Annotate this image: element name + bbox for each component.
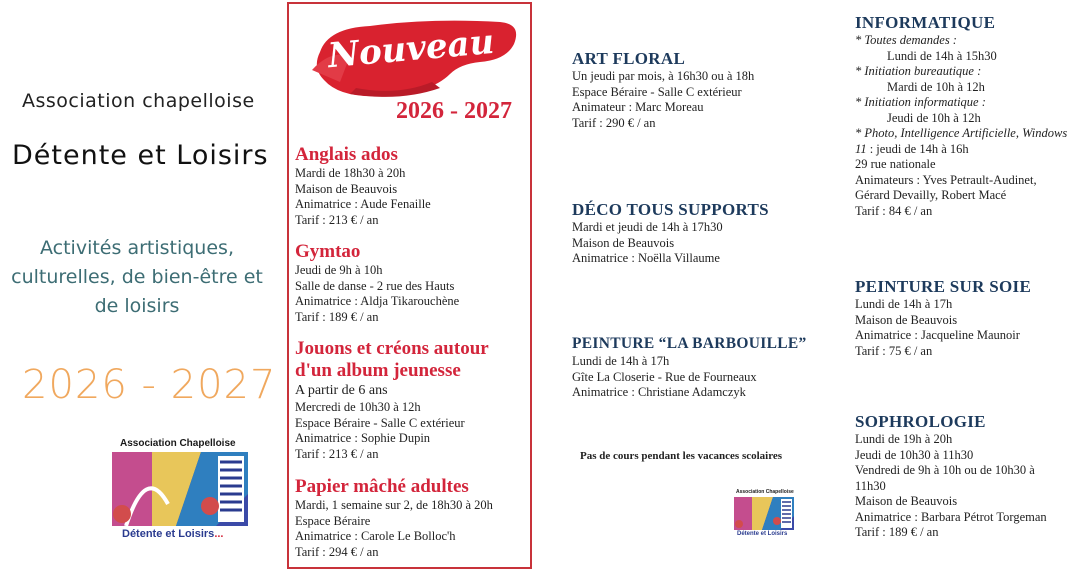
activity-peinture-sur-soie: [855, 277, 1031, 359]
schedule: Lundi de 14h à 17h: [572, 354, 670, 368]
activity-informatique: [855, 13, 1067, 219]
logo-dots: ...: [214, 528, 224, 540]
instructor: Animateur : Marc Moreau: [572, 100, 704, 114]
course-schedule: Lundi de 14h à 15h30: [887, 48, 997, 63]
course-schedule: Mardi de 10h à 12h: [887, 79, 985, 94]
price: Tarif : 84 € / an: [855, 203, 933, 218]
tagline: [8, 234, 266, 321]
course-label-cont: 11: [855, 141, 867, 156]
price: Tarif : 294 € / an: [295, 544, 379, 559]
box-season-years: 2026 - 2027: [396, 98, 512, 124]
tagline-line: Activités artistiques,: [40, 237, 234, 259]
logo-bottom-text: [122, 528, 223, 540]
instructor: Animateurs : Yves Petrault-Audinet,: [855, 172, 1037, 187]
location: Espace Béraire - Salle C extérieur: [572, 84, 742, 99]
activity-title: PEINTURE SUR SOIE: [855, 277, 1032, 296]
price: Tarif : 75 € / an: [855, 343, 933, 358]
activity-album-jeunesse: [295, 338, 489, 462]
location: Maison de Beauvois: [855, 312, 958, 327]
schedule: Mardi, 1 semaine sur 2, de 18h30 à 20h: [295, 498, 493, 512]
activity-title: DÉCO TOUS SUPPORTS: [572, 200, 769, 219]
instructor-cont: Gérard Devailly, Robert Macé: [855, 188, 1007, 202]
nouveau-banner: [310, 10, 524, 102]
activity-papier-mache: [295, 476, 493, 560]
activity-peinture-barbouille: [572, 334, 807, 401]
instructor: Animatrice : Aldja Tikarouchène: [295, 294, 460, 308]
instructor: Animatrice : Aude Fenaille: [295, 197, 431, 211]
schedule: Mardi de 18h30 à 20h: [295, 166, 406, 180]
price: Tarif : 189 € / an: [295, 309, 379, 324]
tagline-line: de loisirs: [94, 295, 180, 317]
activity-title: INFORMATIQUE: [855, 13, 996, 32]
course-time: : jeudi de 14h à 16h: [866, 141, 969, 156]
logo-bottom-label: Détente et Loisirs: [122, 528, 215, 540]
logo-small-top-text: Association Chapelloise: [736, 489, 794, 495]
location: Salle de danse - 2 rue des Hauts: [295, 278, 455, 293]
activity-title: SOPHROLOGIE: [855, 412, 986, 431]
activity-title-line2: d'un album jeunesse: [295, 360, 461, 381]
schedule: Lundi de 19h à 20h: [855, 432, 953, 446]
season-years: 2026 - 2027: [22, 362, 277, 408]
activity-sophrologie: [855, 412, 1047, 541]
location: Maison de Beauvois: [295, 181, 398, 196]
activity-title: Papier mâché adultes: [295, 476, 469, 497]
activity-title: PEINTURE “LA BARBOUILLE”: [572, 335, 807, 352]
logo-small-bottom-text: Détente et Loisirs: [737, 531, 788, 537]
activity-title: Gymtao: [295, 241, 361, 262]
activity-anglais-ados: [295, 144, 431, 228]
main-title: Détente et Loisirs: [12, 140, 269, 171]
tagline-line: culturelles, de bien-être et: [11, 266, 263, 288]
course-label: * Toutes demandes :: [855, 33, 957, 47]
schedule: Mercredi de 10h30 à 12h: [295, 400, 421, 414]
association-logo: [106, 434, 254, 546]
activity-title: Jouons et créons autour: [295, 338, 489, 359]
schedule: Jeudi de 10h30 à 11h30: [855, 447, 974, 462]
instructor: Animatrice : Carole Le Bolloc'h: [295, 529, 456, 543]
instructor: Animatrice : Noëlla Villaume: [572, 251, 720, 265]
location: Espace Béraire: [295, 513, 371, 528]
association-logo-small: [731, 489, 797, 539]
price: Tarif : 189 € / an: [855, 525, 939, 539]
holiday-note: Pas de cours pendant les vacances scolaires: [580, 450, 783, 462]
location: 29 rue nationale: [855, 157, 936, 171]
location: Maison de Beauvois: [855, 494, 958, 508]
course-schedule: [855, 142, 1067, 158]
price: Tarif : 213 € / an: [295, 446, 379, 461]
activity-art-floral: [572, 49, 754, 131]
schedule: Jeudi de 9h à 10h: [295, 263, 383, 277]
instructor: Animatrice : Christiane Adamczyk: [572, 385, 746, 399]
instructor: Animatrice : Sophie Dupin: [295, 431, 431, 445]
banner-text: Nouveau: [326, 21, 496, 77]
activity-title: ART FLORAL: [572, 49, 686, 68]
course-label: * Initiation bureautique :: [855, 64, 982, 78]
location: Gîte La Closerie - Rue de Fourneaux: [572, 369, 757, 384]
activity-deco-tous-supports: [572, 200, 769, 267]
age-requirement: A partir de 6 ans: [295, 383, 388, 398]
activity-title: Anglais ados: [295, 144, 398, 165]
schedule-cont: 11h30: [855, 478, 886, 493]
course-label: * Photo, Intelligence Artificielle, Windows: [855, 126, 1068, 140]
location: Espace Béraire - Salle C extérieur: [295, 415, 465, 430]
location: Maison de Beauvois: [572, 235, 675, 250]
instructor: Animatrice : Barbara Pétrot Torgeman: [855, 509, 1047, 524]
association-name: Association chapelloise: [22, 90, 255, 112]
schedule: Lundi de 14h à 17h: [855, 297, 953, 311]
activity-gymtao: [295, 241, 459, 325]
logo-top-text: Association Chapelloise: [120, 438, 236, 449]
instructor: Animatrice : Jacqueline Maunoir: [855, 328, 1020, 342]
price: Tarif : 213 € / an: [295, 212, 379, 227]
price: Tarif : 290 € / an: [572, 115, 656, 130]
schedule: Un jeudi par mois, à 16h30 ou à 18h: [572, 69, 755, 83]
schedule: Mardi et jeudi de 14h à 17h30: [572, 220, 723, 234]
course-label: * Initiation informatique :: [855, 95, 986, 109]
schedule: Vendredi de 9h à 10h ou de 10h30 à: [855, 463, 1035, 477]
course-schedule: Jeudi de 10h à 12h: [887, 110, 981, 125]
